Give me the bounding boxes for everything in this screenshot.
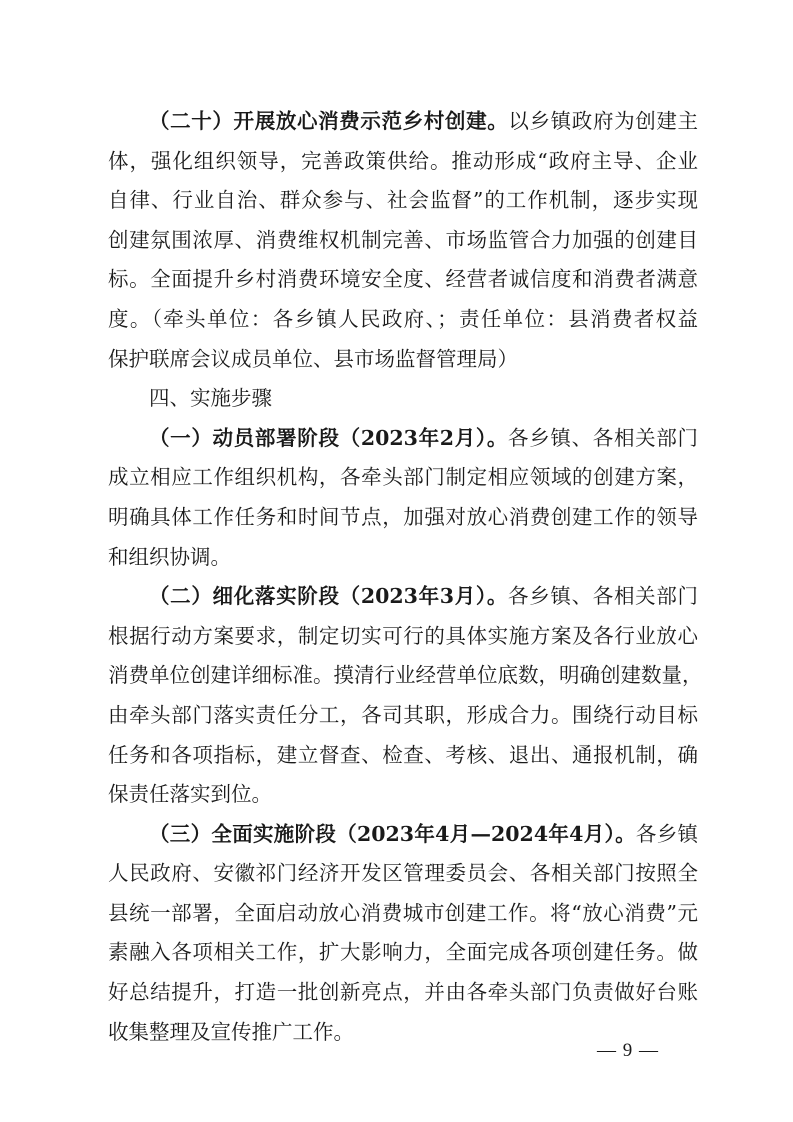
text-line: 自律、行业自治、群众参与、社会监督”的工作机制，逐步实现 bbox=[108, 188, 698, 213]
paragraph-heading: （一）动员部署阶段（2023年2月）。 bbox=[149, 425, 509, 450]
text-line bbox=[108, 419, 698, 459]
section-heading bbox=[108, 379, 698, 419]
text-line: 和组织协调。 bbox=[108, 544, 231, 569]
text-line bbox=[108, 577, 698, 617]
text-line: 成立相应工作组织机构，各牵头部门制定相应领域的创建方案， bbox=[108, 465, 698, 490]
paragraph-heading: （二）细化落实阶段（2023年3月）。 bbox=[149, 584, 509, 609]
text-line bbox=[108, 815, 698, 855]
text-line: 度。（牵头单位：各乡镇人民政府、；责任单位：县消费者权益 bbox=[108, 306, 698, 331]
text-line: 创建氛围浓厚、消费维权机制完善、市场监管合力加强的创建目 bbox=[108, 227, 698, 252]
text-line: 人民政府、安徽祁门经济开发区管理委员会、各相关部门按照全 bbox=[108, 861, 698, 886]
text-line: 任务和各项指标，建立督查、检查、考核、退出、通报机制，确 bbox=[108, 742, 698, 767]
text-line: 根据行动方案要求，制定切实可行的具体实施方案及各行业放心 bbox=[108, 623, 698, 648]
text-line: 消费单位创建详细标准。摸清行业经营单位底数，明确创建数量， bbox=[108, 663, 703, 688]
paragraph-text: 以乡镇政府为创建主 bbox=[508, 109, 699, 133]
text-line: 保护联席会议成员单位、县市场监督管理局） bbox=[108, 346, 518, 371]
paragraph-text: 各乡镇、各相关部门 bbox=[508, 584, 699, 609]
text-line: 素融入各项相关工作，扩大影响力，全面完成各项创建任务。做 bbox=[108, 940, 698, 965]
text-line bbox=[108, 102, 698, 142]
section-title: 四、实施步骤 bbox=[149, 386, 272, 411]
paragraph-heading: （二十）开展放心消费示范乡村创建。 bbox=[149, 109, 509, 133]
paragraph-heading: （三）全面实施阶段（2023年4月—2024年4月）。 bbox=[149, 821, 636, 846]
paragraph-text: 各乡镇、各相关部门 bbox=[508, 425, 699, 450]
page-number: — 9 — bbox=[597, 1040, 659, 1061]
body-text bbox=[108, 102, 703, 1052]
paragraph-step-3 bbox=[108, 815, 698, 1053]
text-line: 保责任落实到位。 bbox=[108, 782, 272, 807]
text-line: 由牵头部门落实责任分工，各司其职，形成合力。围绕行动目标 bbox=[108, 702, 698, 727]
paragraph-step-1 bbox=[108, 419, 698, 577]
text-line: 收集整理及宣传推广工作。 bbox=[108, 1019, 354, 1044]
paragraph-step-2 bbox=[108, 577, 703, 815]
text-line: 县统一部署，全面启动放心消费城市创建工作。将“放心消费”元 bbox=[108, 900, 698, 925]
paragraph-text: 各乡镇 bbox=[635, 821, 699, 846]
text-line: 好总结提升，打造一批创新亮点，并由各牵头部门负责做好台账 bbox=[108, 980, 698, 1005]
text-line: 明确具体工作任务和时间节点，加强对放心消费创建工作的领导 bbox=[108, 504, 698, 529]
paragraph-demo-village bbox=[108, 102, 698, 379]
text-line: 标。全面提升乡村消费环境安全度、经营者诚信度和消费者满意 bbox=[108, 267, 698, 292]
text-line: 体，强化组织领导，完善政策供给。推动形成“政府主导、企业 bbox=[108, 148, 698, 173]
